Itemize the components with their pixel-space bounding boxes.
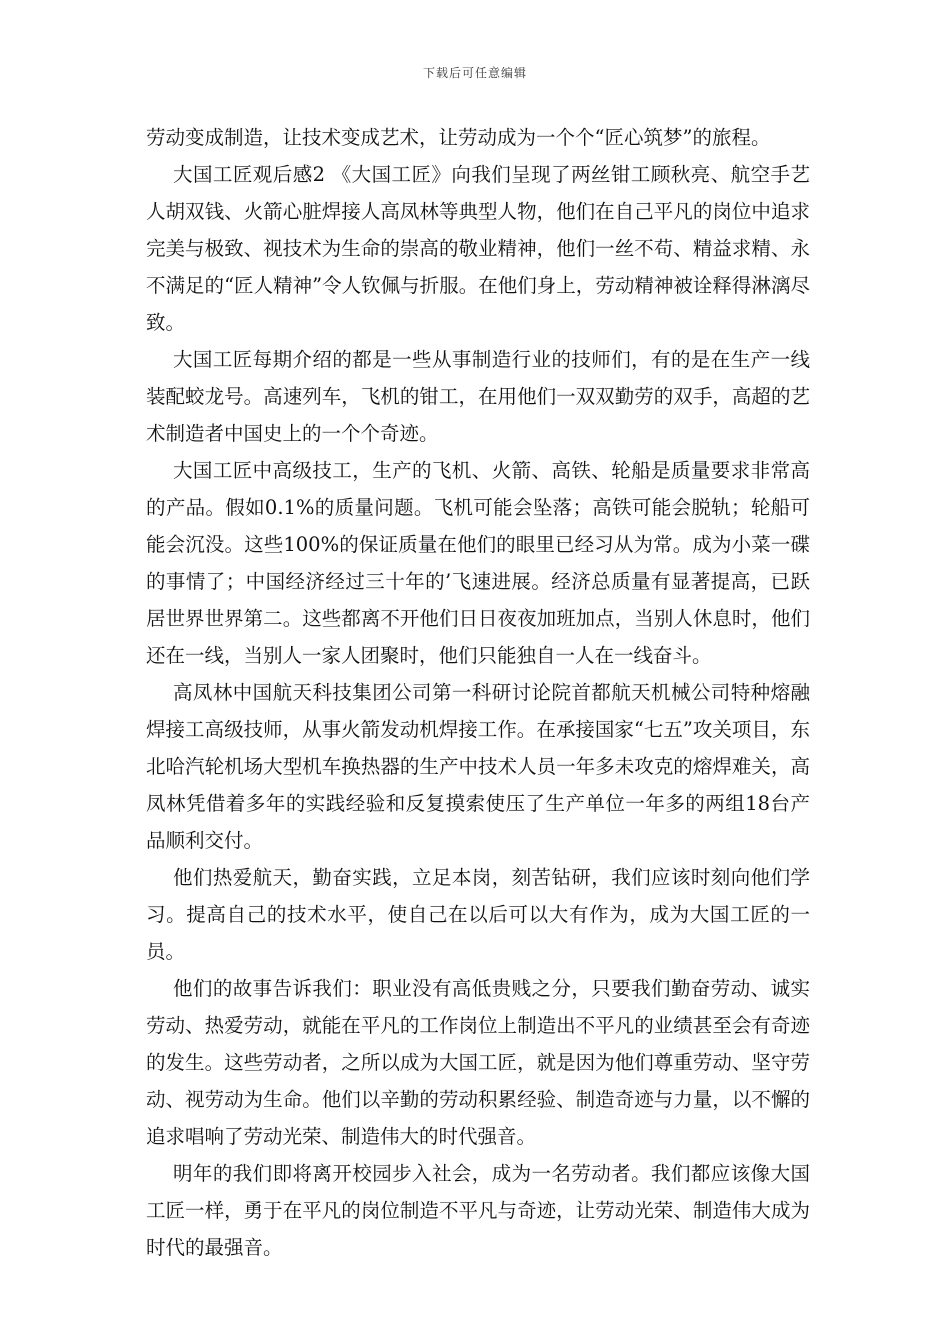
paragraph-1: 劳动变成制造，让技术变成艺术，让劳动成为一个个“匠心筑梦”的旅程。: [146, 126, 771, 149]
paragraph-4: 大国工匠中高级技工，生产的飞机、火箭、高铁、轮船是质量要求非常高的产品。假如0.1%的质量问题。飞机可能会坠落；高铁可能会脱轨；轮船可能会沉没。这些100%的保证质量在他们的眼里已经习从为常。成为小菜一碟的事情了；中国经济经过三十年的’飞速进展。经济总质量有显著提高，已跃居世界世界第二。这些都离不开他们日日夜夜加班加点，当别人休息时，他们还在一线，当别人一家人团聚时，他们只能独自一人在一线奋斗。: [146, 459, 810, 667]
paragraph-3: 大国工匠每期介绍的都是一些从事制造行业的技师们，有的是在生产一线装配蛟龙号。高速列车，飞机的钳工，在用他们一双双勤劳的双手，高超的艺术制造者中国史上的一个个奇迹。: [146, 348, 810, 445]
document-body: [146, 119, 810, 1266]
paragraph-7: 他们的故事告诉我们：职业没有高低贵贱之分，只要我们勤奋劳动、诚实劳动、热爱劳动，就能在平凡的工作岗位上制造出不平凡的业绩甚至会有奇迹的发生。这些劳动者，之所以成为大国工匠，就是因为他们尊重劳动、坚守劳动、视劳动为生命。他们以辛勤的劳动积累经验、制造奇迹与力量，以不懈的追求唱响了劳动光荣、制造伟大的时代强音。: [146, 977, 810, 1148]
paragraph-6: 他们热爱航天，勤奋实践，立足本岗，刻苦钻研，我们应该时刻向他们学习。提高自己的技术水平，使自己在以后可以大有作为，成为大国工匠的一员。: [146, 866, 810, 963]
paragraph-5: 高凤林中国航天科技集团公司第一科研讨论院首都航天机械公司特种熔融焊接工高级技师，从事火箭发动机焊接工作。在承接国家“七五”攻关项目，东北哈汽轮机场大型机车换热器的生产中技术人员一年多未攻克的熔焊难关，高凤林凭借着多年的实践经验和反复摸索使压了生产单位一年多的两组18台产品顺利交付。: [146, 681, 810, 852]
paragraph-8: 明年的我们即将离开校园步入社会，成为一名劳动者。我们都应该像大国工匠一样，勇于在平凡的岗位制造不平凡与奇迹，让劳动光荣、制造伟大成为时代的最强音。: [146, 1162, 810, 1259]
page-header: 下载后可任意编辑: [422, 66, 527, 80]
paragraph-2: 大国工匠观后感2 《大国工匠》向我们呈现了两丝钳工顾秋亮、航空手艺人胡双钱、火箭心脏焊接人高凤林等典型人物，他们在自己平凡的岗位中追求完美与极致、视技术为生命的崇高的敬业精神，他们一丝不苟、精益求精、永不满足的“匠人精神”令人钦佩与折服。在他们身上，劳动精神被诠释得淋漓尽致。: [146, 163, 810, 334]
